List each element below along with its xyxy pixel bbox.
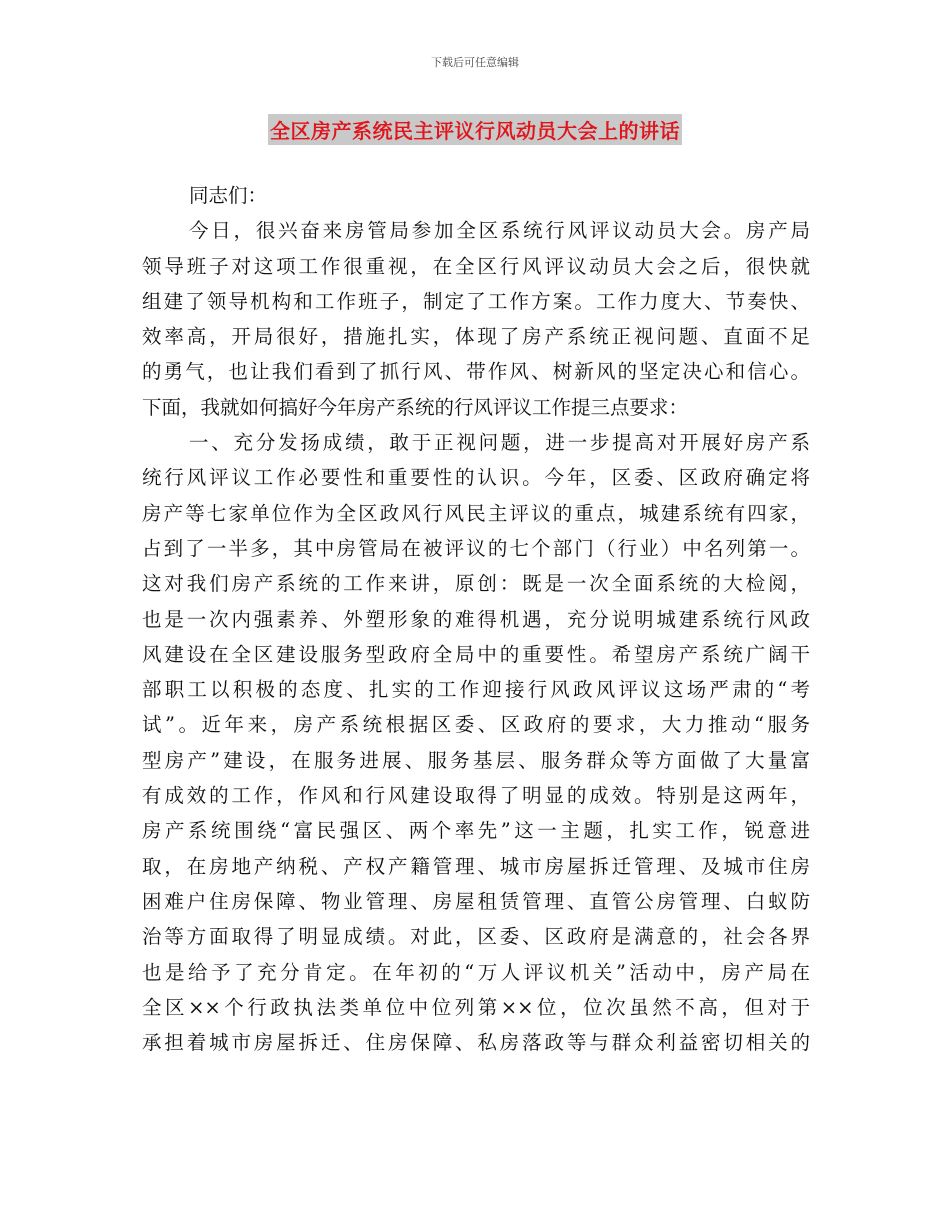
body-line: 承担着城市房屋拆迁、住房保障、私房落政等与群众利益密切相关的 bbox=[142, 1031, 810, 1055]
body-line: 效率高，开局很好，措施扎实，体现了房产系统正视问题、直面不足 bbox=[142, 325, 810, 349]
body-line: 风建设在全区建设服务型政府全局中的重要性。希望房产系统广阔干 bbox=[142, 642, 810, 666]
body-line: 同志们： bbox=[189, 184, 268, 207]
body-line: 治等方面取得了明显成绩。对此，区委、区政府是满意的，社会各界 bbox=[142, 925, 810, 949]
body-line: 全区××个行政执法类单位中位列第××位，位次虽然不高，但对于 bbox=[142, 995, 810, 1019]
body-line: 今日，很兴奋来房管局参加全区系统行风评议动员大会。房产局 bbox=[189, 219, 810, 243]
body-line: 房产系统围绕“富民强区、两个率先”这一主题，扎实工作，锐意进 bbox=[142, 819, 810, 843]
body-line: 型房产”建设，在服务进展、服务基层、服务群众等方面做了大量富 bbox=[142, 748, 810, 772]
body-line: 统行风评议工作必要性和重要性的认识。今年，区委、区政府确定将 bbox=[142, 466, 810, 490]
document-body bbox=[142, 178, 810, 1060]
title-container bbox=[0, 114, 950, 145]
body-line: 这对我们房产系统的工作来讲，原创：既是一次全面系统的大检阅， bbox=[142, 572, 810, 596]
body-line: 部职工以积极的态度、扎实的工作迎接行风政风评议这场严肃的“考 bbox=[142, 678, 810, 702]
body-line: 的勇气，也让我们看到了抓行风、带作风、树新风的坚定决心和信心。 bbox=[142, 360, 810, 384]
body-line: 下面，我就如何搞好今年房产系统的行风评议工作提三点要求： bbox=[142, 395, 689, 419]
body-line: 组建了领导机构和工作班子，制定了工作方案。工作力度大、节奏快、 bbox=[142, 289, 810, 313]
body-line: 房产等七家单位作为全区政风行风民主评议的重点，城建系统有四家， bbox=[142, 501, 810, 525]
body-line: 也是一次内强素养、外塑形象的难得机遇，充分说明城建系统行风政 bbox=[142, 607, 810, 631]
body-line: 也是给予了充分肯定。在年初的“万人评议机关”活动中，房产局在 bbox=[142, 960, 810, 984]
body-line: 领导班子对这项工作很重视，在全区行风评议动员大会之后，很快就 bbox=[142, 254, 810, 278]
document-title: 全区房产系统民主评议行风动员大会上的讲话 bbox=[268, 114, 682, 145]
body-line: 一、充分发扬成绩，敢于正视问题，进一步提高对开展好房产系 bbox=[189, 431, 810, 455]
body-line: 有成效的工作，作风和行风建设取得了明显的成效。特别是这两年， bbox=[142, 784, 810, 808]
body-line: 试”。近年来，房产系统根据区委、区政府的要求，大力推动“服务 bbox=[142, 713, 810, 737]
body-line: 取，在房地产纳税、产权产籍管理、城市房屋拆迁管理、及城市住房 bbox=[142, 854, 810, 878]
body-line: 困难户住房保障、物业管理、房屋租赁管理、直管公房管理、白蚁防 bbox=[142, 889, 810, 913]
body-line: 占到了一半多，其中房管局在被评议的七个部门（行业）中名列第一。 bbox=[142, 536, 810, 560]
header-note: 下载后可任意编辑 bbox=[431, 56, 519, 69]
